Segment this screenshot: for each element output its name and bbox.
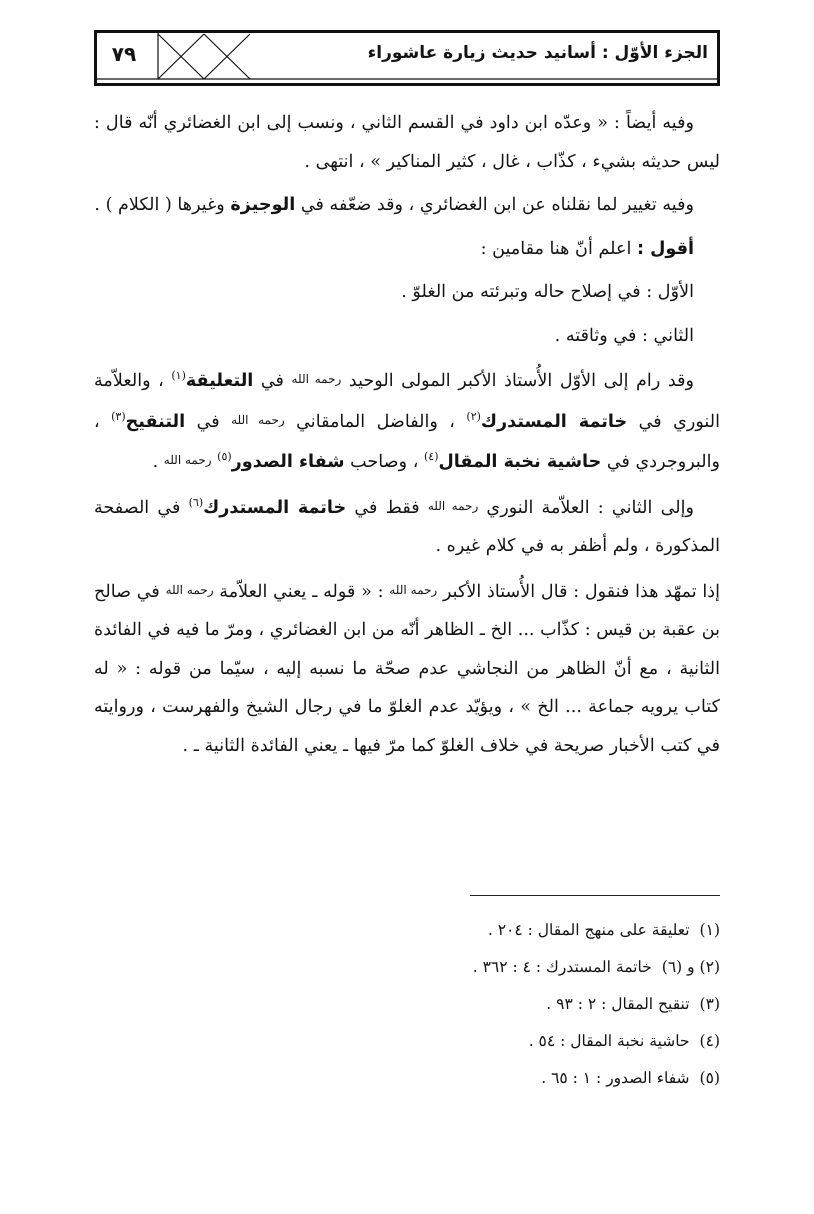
salutation-glyph: رحمه الله: [165, 582, 214, 597]
book-title-khatima: خاتمة المستدرك: [480, 411, 628, 432]
paragraph-text: وفيه تغيير لما نقلناه عن ابن الغضائري ، وقد ضعّفه في: [295, 195, 694, 215]
paragraph-text: وغيرها ( الكلام ) .: [94, 195, 231, 215]
paragraph-7: [94, 487, 720, 566]
paragraph-1: [94, 104, 720, 181]
footnote-mark: (٥): [699, 1069, 720, 1087]
book-title-tanqih: التنقيح: [125, 411, 186, 432]
book-title-shifa: شفاء الصدور: [231, 452, 345, 472]
paragraph-3: [94, 230, 720, 269]
paragraph-text: الأوّل : في إصلاح حاله وتبرئته من الغلوّ .: [401, 282, 694, 302]
aqulu-heading: أقول :: [636, 238, 694, 259]
footnote-item: [94, 1023, 720, 1060]
paragraph-text: الثاني : في وثاقته .: [554, 325, 694, 346]
footnote-ref[interactable]: (٢): [466, 409, 481, 423]
book-page: [94, 30, 720, 1190]
paragraph-text: وإلى الثاني : العلاّمة النوري: [478, 497, 694, 518]
main-text: [94, 104, 720, 770]
footnote-item: [94, 949, 720, 986]
footnote-ref[interactable]: (٤): [423, 450, 439, 464]
book-title-taliqa: التعليقة: [185, 371, 254, 391]
paragraph-4: [94, 273, 720, 312]
paragraph-6: [94, 360, 720, 482]
footnote-mark: (١): [699, 921, 720, 939]
footnote-ref[interactable]: (٦): [188, 495, 204, 509]
paragraph-text: .: [152, 452, 164, 472]
paragraph-text: ، وصاحب: [344, 452, 424, 472]
paragraph-text: : « قوله ـ يعني العلاّمة: [213, 581, 390, 602]
book-title-khatima: خاتمة المستدرك: [203, 497, 347, 518]
paragraph-text: وقد رام إلى الأوّل الأُستاذ الأكبر المولى الوحيد: [341, 371, 695, 391]
footnote-divider: [470, 895, 720, 896]
footnote-mark: (٤): [699, 1032, 720, 1050]
paragraph-text: ، والعلاّمة النوري في: [94, 371, 720, 432]
footnote-ref[interactable]: (٥): [217, 450, 232, 464]
footnote-ref[interactable]: (١): [171, 369, 186, 383]
footnote-mark: (٣): [699, 995, 720, 1013]
footnote-mark: (٢) و (٦): [661, 958, 720, 976]
footnote-text: تنقيح المقال : ٢ : ٩٣ .: [546, 995, 690, 1013]
footnote-text: خاتمة المستدرك : ٤ : ٣٦٢ .: [472, 958, 652, 976]
paragraph-text: وفيه أيضاً : « وعدّه ابن داود في القسم الثاني ، ونسب إلى ابن الغضائري أنّه قال : ليس حديثه بشيء ، كذّاب ، غال ، كثير المناكير » ، انتهى .: [94, 113, 720, 172]
paragraph-text: في: [185, 411, 232, 432]
page-number: ٧٩: [111, 42, 137, 66]
paragraph-8: [94, 571, 720, 766]
salutation-glyph: رحمه الله: [389, 582, 438, 597]
chapter-title: الجزء الأوّل : أسانيد حديث زيارة عاشوراء: [367, 43, 708, 63]
paragraph-5: [94, 317, 720, 356]
paragraph-text: ، والبروجردي في: [94, 411, 720, 472]
footnote-text: حاشية نخبة المقال : ٥٤ .: [528, 1032, 690, 1050]
footnote-item: [94, 986, 720, 1023]
paragraph-text: اعلم أنّ هنا مقامين :: [480, 238, 637, 259]
paragraph-text: إذا تمهّد هذا فنقول : قال الأُستاذ الأكبر: [437, 581, 721, 602]
footnote-ref[interactable]: (٣): [111, 409, 126, 423]
running-header: [94, 30, 720, 86]
footnote-text: شفاء الصدور : ١ : ٦٥ .: [541, 1069, 690, 1087]
paragraph-text: في الصفحة المذكورة ، ولم أظفر به في كلام غيره .: [94, 497, 720, 556]
salutation-glyph: رحمه الله: [291, 372, 342, 386]
footnotes: [94, 912, 720, 1097]
paragraph-text: ، والفاضل المامقاني: [284, 411, 467, 432]
paragraph-2: [94, 186, 720, 225]
salutation-glyph: رحمه الله: [163, 453, 212, 467]
salutation-glyph: رحمه الله: [231, 412, 285, 427]
paragraph-text: في: [253, 371, 292, 391]
footnote-text: تعليقة على منهج المقال : ٢٠٤ .: [487, 921, 690, 939]
paragraph-text: في صالح بن عقبة بن قيس : كذّاب ... الخ ـ الظاهر أنّه من ابن الغضائري ، ومرّ ما فيه في الفائدة الثانية ، مع أنّ الظاهر من النجاشي عدم صحّة ما نسبه إليه ، سيّما من قوله : « له كتاب يرويه جماعة ... الخ » ، ويؤيّد عدم الغلوّ ما في رجال الشيخ والفهرست ، وروايته في كتب الأخبار صريحة في خلاف الغلوّ كما مرّ فيها ـ يعني الفائدة الثانية ـ .: [94, 581, 720, 756]
salutation-glyph: رحمه الله: [427, 498, 479, 513]
book-title-hashiya: حاشية نخبة المقال: [438, 452, 602, 472]
book-title-wajiza: الوجيزة: [230, 195, 296, 215]
footnote-item: [94, 1060, 720, 1097]
footnote-item: [94, 912, 720, 949]
paragraph-text: فقط في: [346, 497, 428, 518]
